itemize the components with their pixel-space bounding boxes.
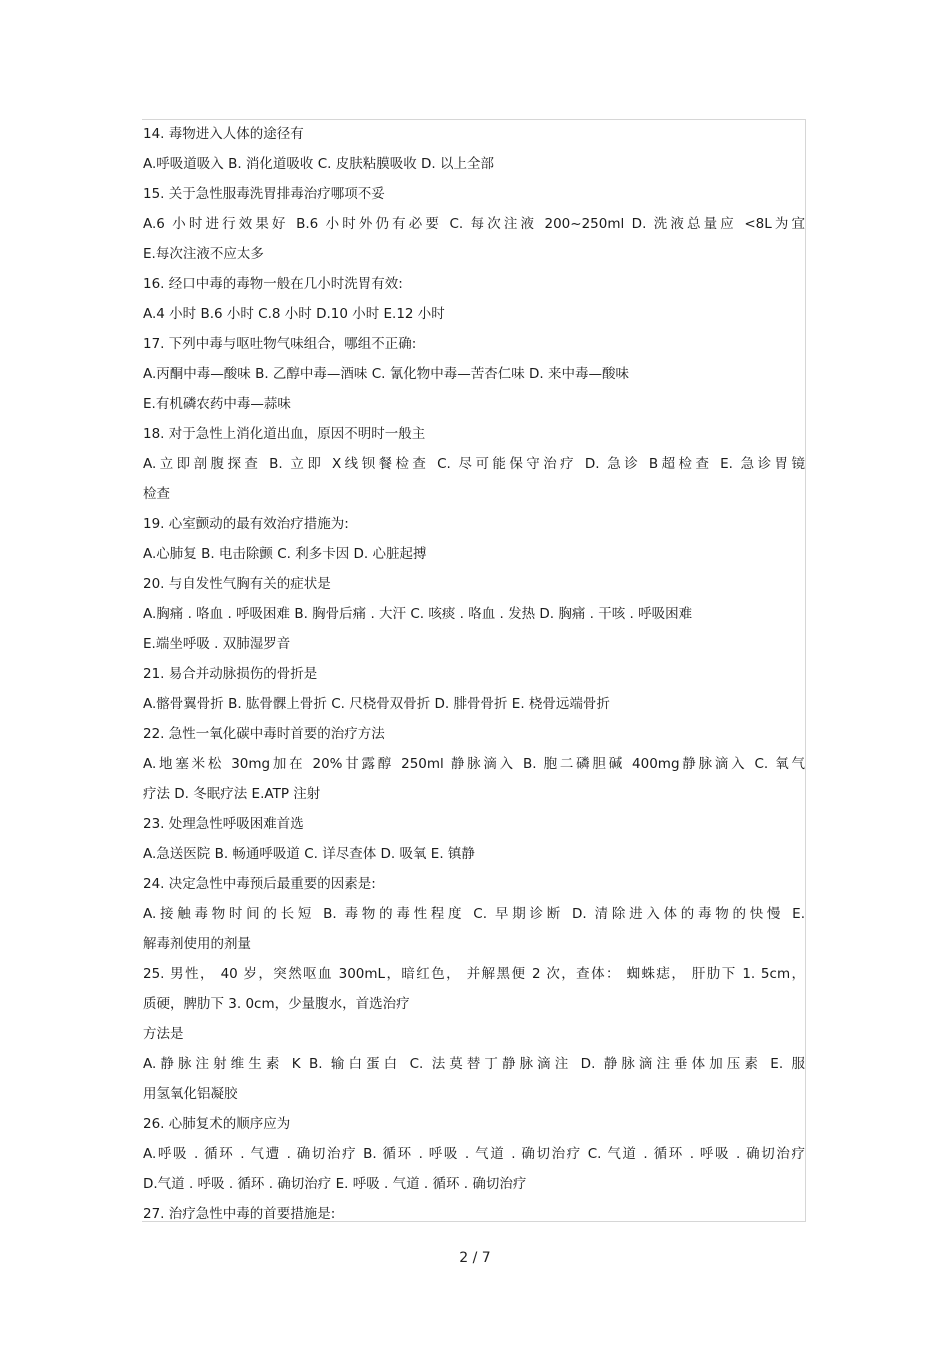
text-line: A.静脉注射维生素 K B. 输白蛋白 C. 法莫替丁静脉滴注 D. 静脉滴注垂体加压素 E. 服	[143, 1056, 805, 1072]
text-line: 23. 处理急性呼吸困难首选	[143, 816, 304, 832]
text-line: A.4 小时 B.6 小时 C.8 小时 D.10 小时 E.12 小时	[143, 306, 445, 322]
question-text-body	[143, 119, 805, 1229]
page-indicator: 2 / 7	[459, 1250, 491, 1266]
text-line: 方法是	[143, 1026, 184, 1042]
text-line: E.有机磷农药中毒—蒜味	[143, 396, 291, 412]
text-line: 16. 经口中毒的毒物一般在几小时洗胃有效:	[143, 276, 403, 292]
text-line: 15. 关于急性服毒洗胃排毒治疗哪项不妥	[143, 186, 385, 202]
text-line: A.丙酮中毒—酸味 B. 乙醇中毒—酒味 C. 氰化物中毒—苦杏仁味 D. 来中毒—酸味	[143, 366, 629, 382]
text-line: 19. 心室颤动的最有效治疗措施为:	[143, 516, 349, 532]
text-line: 25. 男性， 40 岁，突然呕血 300mL，暗红色， 并解黑便 2 次，查体： 蜘蛛痣， 肝肋下 1. 5cm，	[143, 966, 805, 982]
text-line: 14. 毒物进入人体的途径有	[143, 126, 304, 142]
text-line: 用氢氧化铝凝胶	[143, 1086, 238, 1102]
text-line: A.地塞米松 30mg加在 20%甘露醇 250ml 静脉滴入 B. 胞二磷胆碱 400mg静脉滴入 C. 氧气	[143, 756, 805, 772]
text-line: A.髂骨翼骨折 B. 肱骨髁上骨折 C. 尺桡骨双骨折 D. 腓骨骨折 E. 桡骨远端骨折	[143, 696, 610, 712]
text-line: A.接触毒物时间的长短 B. 毒物的毒性程度 C. 早期诊断 D. 清除进入体的毒物的快慢 E.	[143, 906, 805, 922]
text-line: 检查	[143, 486, 170, 502]
text-line: A.立即剖腹探查 B. 立即 X线钡餐检查 C. 尽可能保守治疗 D. 急诊 B超检查 E. 急诊胃镜	[143, 456, 805, 472]
text-line: 20. 与自发性气胸有关的症状是	[143, 576, 331, 592]
text-line: E.端坐呼吸 . 双肺湿罗音	[143, 636, 291, 652]
text-line: 解毒剂使用的剂量	[143, 936, 251, 952]
text-line: 26. 心肺复术的顺序应为	[143, 1116, 291, 1132]
text-line: A.6 小时进行效果好 B.6 小时外仍有必要 C. 每次注液 200~250ml D. 洗液总量应 <8L为宜	[143, 216, 805, 232]
text-line: 22. 急性一氧化碳中毒时首要的治疗方法	[143, 726, 385, 742]
text-line: 疗法 D. 冬眠疗法 E.ATP 注射	[143, 786, 321, 802]
text-line: A.心肺复 B. 电击除颤 C. 利多卡因 D. 心脏起搏	[143, 546, 427, 562]
text-line: 18. 对于急性上消化道出血，原因不明时一般主	[143, 426, 426, 442]
text-line: 17. 下列中毒与呕吐物气味组合，哪组不正确:	[143, 336, 417, 352]
text-line: A.胸痛 . 咯血 . 呼吸困难 B. 胸骨后痛 . 大汗 C. 咳痰 . 咯血 . 发热 D. 胸痛 . 干咳 . 呼吸困难	[143, 606, 693, 622]
text-line: 24. 决定急性中毒预后最重要的因素是:	[143, 876, 376, 892]
text-line: D.气道 . 呼吸 . 循环 . 确切治疗 E. 呼吸 . 气道 . 循环 . 确切治疗	[143, 1176, 527, 1192]
text-line: E.每次注液不应太多	[143, 246, 264, 262]
text-line: A.呼吸 . 循环 . 气遭 . 确切治疗 B. 循环 . 呼吸 . 气道 . 确切治疗 C. 气道 . 循环 . 呼吸 . 确切治疗	[143, 1146, 805, 1162]
text-line: A.呼吸道吸入 B. 消化道吸收 C. 皮肤粘膜吸收 D. 以上全部	[143, 156, 494, 172]
text-line: 21. 易合并动脉损伤的骨折是	[143, 666, 318, 682]
text-line: 质硬，脾肋下 3. 0cm，少量腹水，首选治疗	[143, 996, 410, 1012]
text-line: A.急送医院 B. 畅通呼吸道 C. 详尽查体 D. 吸氧 E. 镇静	[143, 846, 475, 862]
text-line: 27. 治疗急性中毒的首要措施是:	[143, 1206, 336, 1222]
